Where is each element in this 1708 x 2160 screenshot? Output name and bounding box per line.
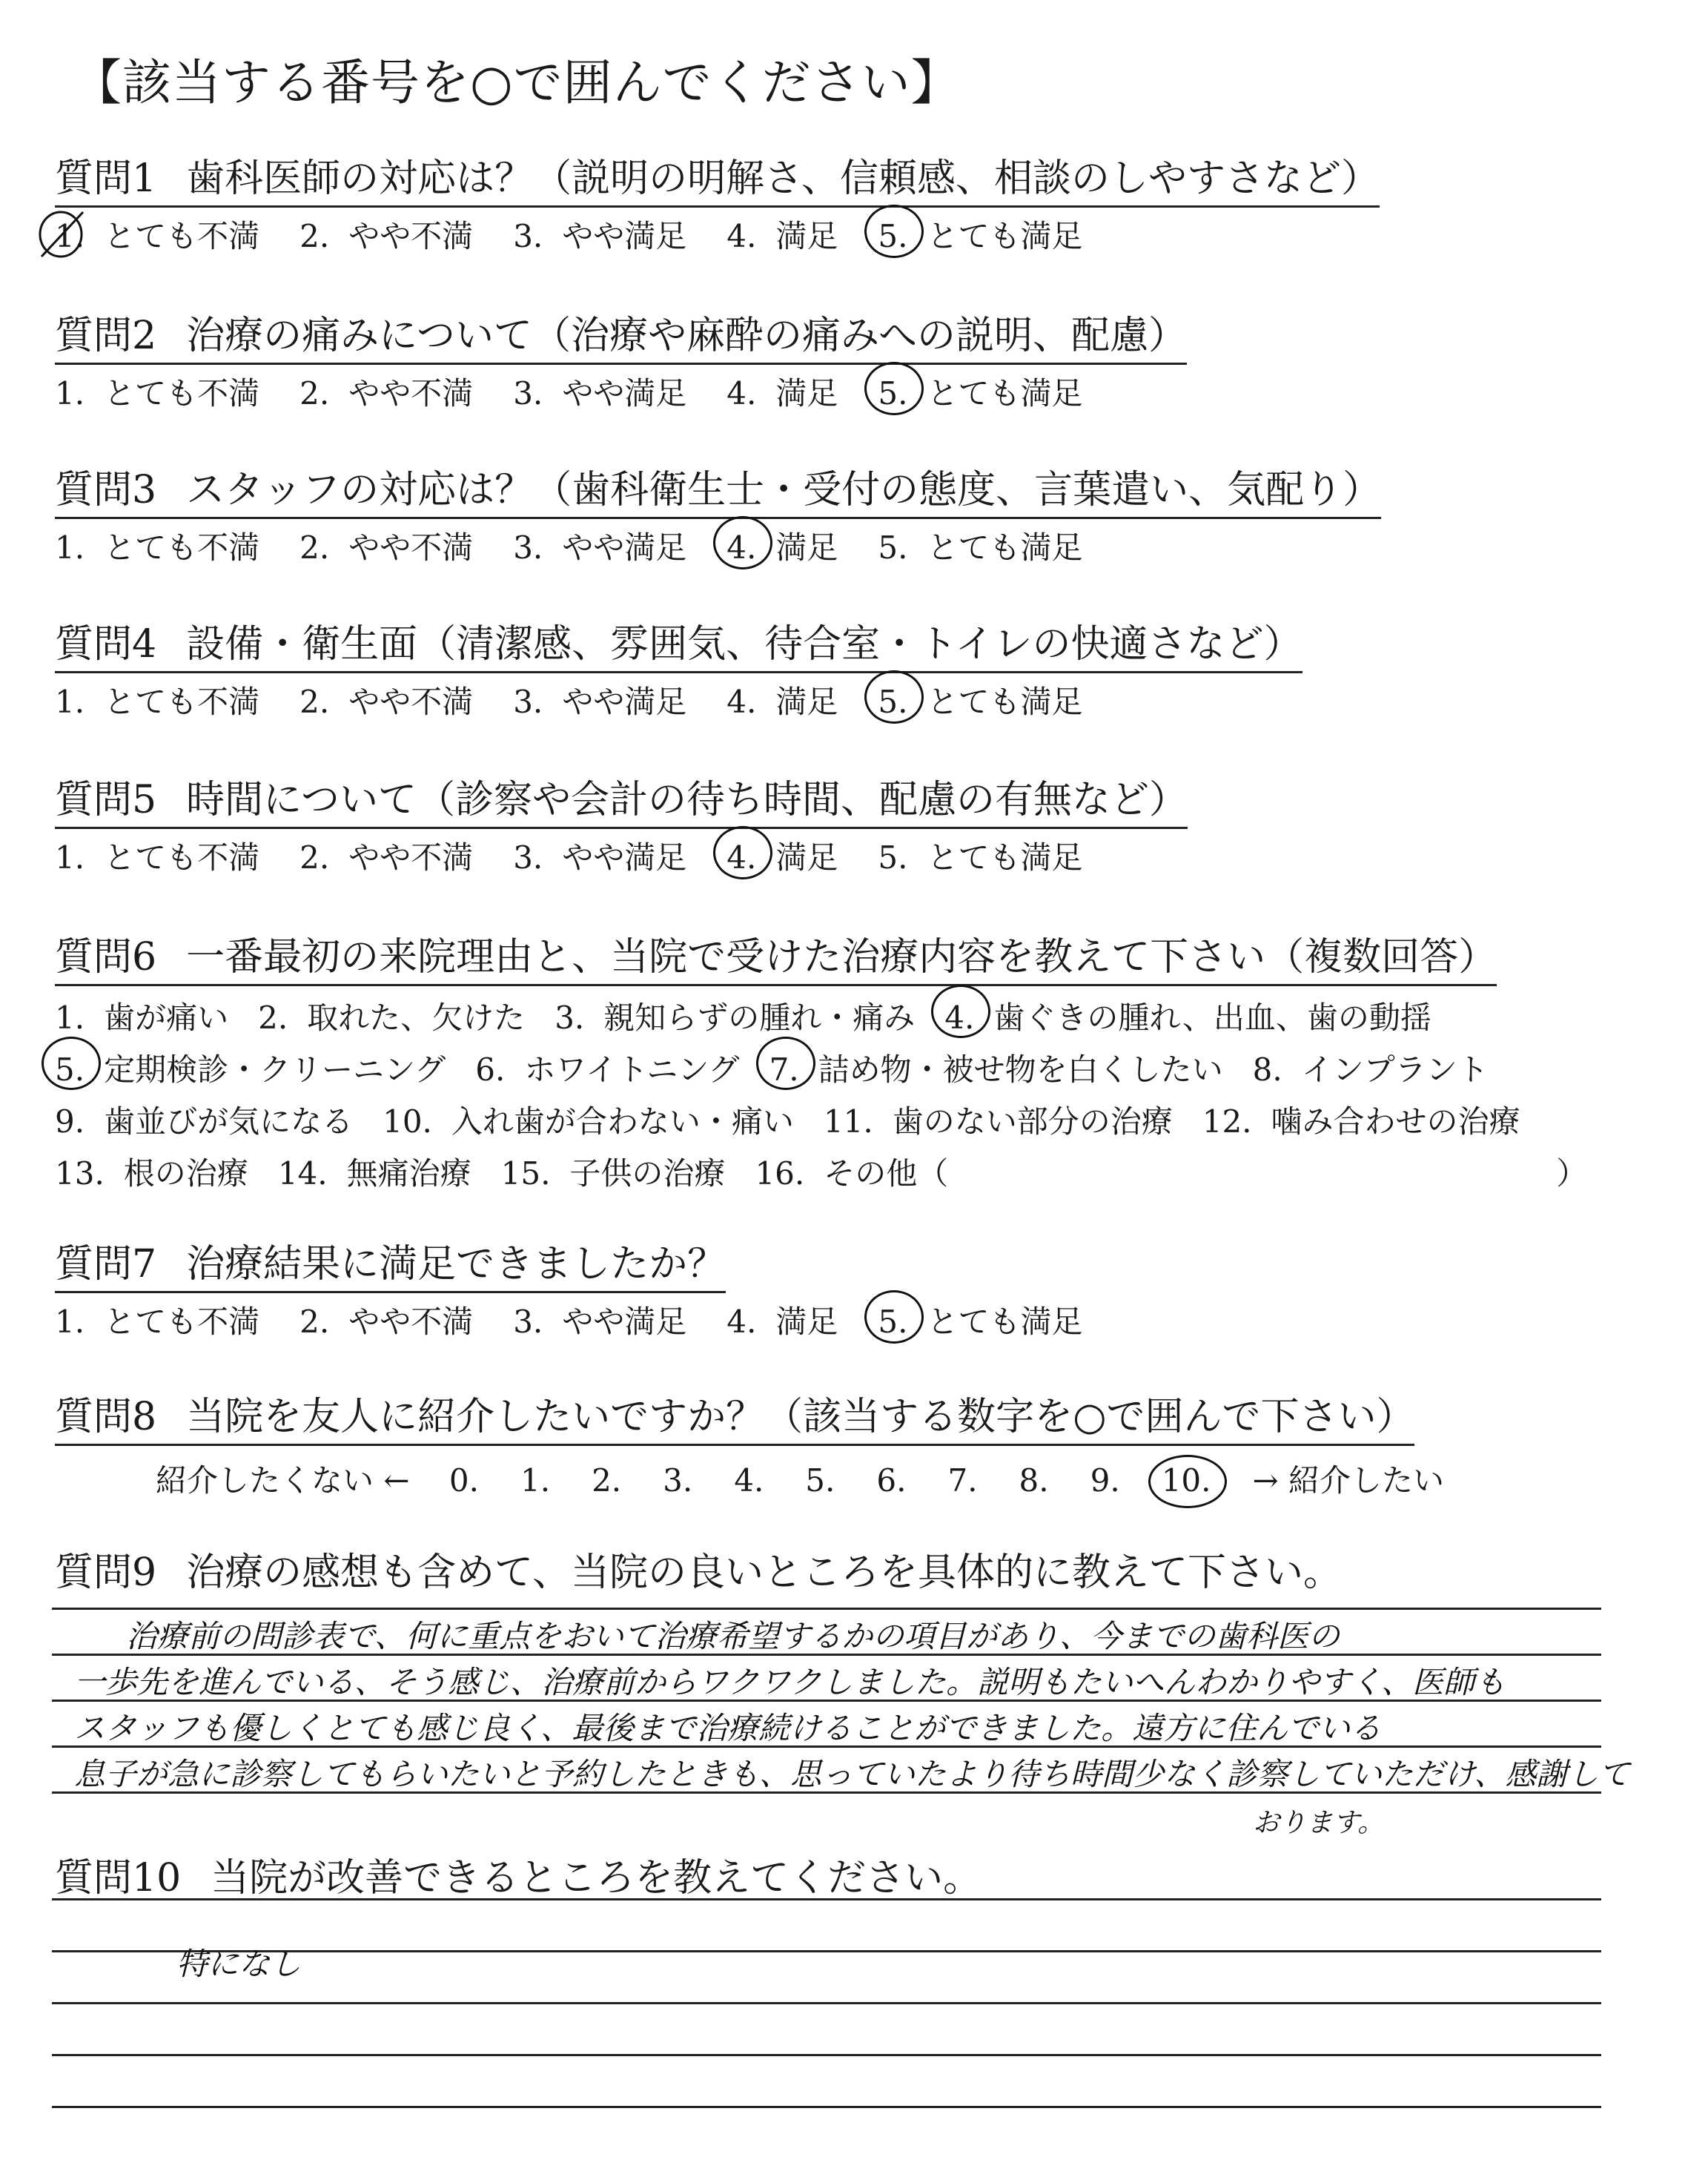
option-number: 3. (513, 375, 543, 412)
option-item[interactable] (878, 369, 1082, 414)
option-label: 定期検診・クリーニング (104, 1051, 446, 1088)
question-options (55, 524, 1381, 568)
option-item[interactable] (278, 1148, 471, 1200)
option-item[interactable] (299, 212, 473, 257)
option-number: 4. (944, 1000, 975, 1036)
option-item[interactable] (55, 1148, 248, 1200)
option-label: 入れ歯が合わない・痛い (451, 1103, 794, 1140)
option-number: 2. (299, 684, 330, 720)
ruled-line (52, 1898, 1601, 1900)
options-row (55, 1148, 1587, 1200)
option-item[interactable] (55, 1298, 259, 1342)
option-label: とても満足 (927, 684, 1083, 720)
option-label: やや不満 (348, 529, 474, 566)
recommend-scale (156, 1456, 1474, 1501)
option-label: やや満足 (562, 218, 687, 254)
question-heading (55, 612, 1302, 673)
option-number: 4. (726, 218, 757, 254)
option-number: 11. (823, 1103, 873, 1140)
handwritten-line: 治療前の問診表で、何に重点をおいて治療希望するかの項目があり、今までの歯科医の (126, 1618, 1340, 1654)
option-label: 満足 (775, 1304, 838, 1340)
option-label: その他（ (824, 1155, 949, 1192)
option-item[interactable] (944, 992, 1431, 1044)
option-item[interactable] (878, 833, 1082, 878)
q10-answer-area (52, 1898, 1601, 2150)
option-item[interactable] (299, 678, 473, 722)
option-item[interactable] (55, 833, 259, 878)
option-label: 根の治療 (123, 1155, 248, 1192)
form-title: 【該当する番号を○で囲んでください】 (73, 54, 961, 111)
question-5 (55, 768, 1188, 878)
option-item[interactable] (726, 1298, 838, 1342)
question-7-heading (55, 1232, 726, 1293)
option-label: とても満足 (927, 529, 1083, 566)
question-4 (55, 612, 1302, 722)
ruled-line (52, 2106, 1601, 2108)
option-item[interactable] (513, 678, 686, 722)
option-number: 1. (55, 684, 85, 720)
option-label: インプラント (1301, 1051, 1489, 1088)
question-text: 治療の痛みについて（治療や麻酔の痛みへの説明、配慮） (186, 314, 1188, 358)
option-label: やや満足 (562, 529, 687, 566)
option-label: やや満足 (562, 1304, 687, 1340)
option-label: 子供の治療 (569, 1155, 726, 1192)
scale-value[interactable]: 9. (1090, 1462, 1120, 1499)
option-item[interactable] (878, 1298, 1082, 1342)
option-label: やや不満 (348, 218, 474, 254)
option-item[interactable] (1253, 1044, 1489, 1096)
option-number: 5. (878, 529, 908, 566)
option-label: とても不満 (104, 375, 260, 412)
option-item[interactable] (726, 369, 838, 414)
option-item[interactable] (726, 678, 838, 722)
option-label: とても不満 (104, 218, 260, 254)
scale-value[interactable]: 6. (876, 1462, 907, 1499)
option-label: とても不満 (104, 529, 260, 566)
strike-mark (37, 208, 96, 260)
scale-value[interactable]: 4. (734, 1462, 764, 1499)
q9-answer-area (52, 1608, 1630, 1838)
scale-value[interactable]: 0. (448, 1462, 479, 1499)
option-number: 3. (513, 839, 543, 876)
option-item[interactable] (513, 524, 686, 568)
option-label: やや不満 (348, 1304, 474, 1340)
scale-right-label: → 紹介したい (1252, 1462, 1445, 1499)
selected-circle (1148, 1455, 1227, 1508)
question-text: 当院が改善できるところを教えてください。 (211, 1856, 982, 1900)
handwritten-line: 一歩先を進んでいる、そう感じ、治療前からワクワクしました。説明もたいへんわかりやすく、医師も (74, 1664, 1506, 1700)
question-7-options (55, 1298, 1122, 1342)
option-item[interactable] (55, 212, 259, 257)
question-text: 一番最初の来院理由と、当院で受けた治療内容を教えて下さい（複数回答） (186, 935, 1497, 980)
option-item[interactable] (726, 833, 838, 878)
option-number: 3. (555, 1000, 585, 1036)
option-label: 噛み合わせの治療 (1271, 1103, 1520, 1140)
option-number: 13. (55, 1155, 105, 1192)
ruled-line (52, 2054, 1601, 2056)
option-label: 満足 (775, 839, 838, 876)
question-1 (55, 147, 1380, 257)
option-number: 8. (1252, 1051, 1282, 1088)
option-item[interactable] (299, 369, 473, 414)
option-label: ホワイトニング (524, 1051, 740, 1088)
option-label: とても不満 (104, 839, 260, 876)
question-9-heading (55, 1541, 1342, 1596)
option-number: 2. (299, 1304, 330, 1340)
question-7 (55, 1232, 1122, 1342)
option-number: 1. (55, 375, 85, 412)
option-item[interactable] (383, 1096, 794, 1148)
option-item[interactable] (726, 212, 838, 257)
option-number: 2. (258, 1000, 288, 1036)
question-6-options (55, 992, 1587, 1200)
question-text: スタッフの対応は？（歯科衛生士・受付の態度、言葉遣い、気配り） (186, 468, 1382, 512)
option-item[interactable] (55, 678, 259, 722)
option-item[interactable] (824, 1096, 1173, 1148)
question-number: 質問9 (55, 1550, 157, 1595)
option-item[interactable] (55, 524, 259, 568)
question-heading (55, 147, 1380, 208)
option-label: とても不満 (104, 1304, 260, 1340)
question-2 (55, 304, 1187, 414)
option-item[interactable] (513, 212, 686, 257)
option-label: とても満足 (927, 839, 1083, 876)
options-row (55, 1044, 1587, 1096)
option-label: やや不満 (348, 684, 474, 720)
option-number: 3. (513, 1304, 543, 1340)
scale-value[interactable]: 1. (520, 1462, 551, 1499)
option-label: 満足 (775, 684, 838, 720)
option-item[interactable] (513, 1298, 686, 1342)
option-number: 4. (726, 529, 757, 566)
selected-circle (713, 516, 772, 569)
option-number: 6. (475, 1051, 506, 1088)
ruled-line (52, 1608, 1601, 1610)
option-item[interactable] (55, 992, 228, 1044)
option-number: 1. (55, 839, 85, 876)
option-number: 2. (299, 375, 330, 412)
option-number: 2. (299, 839, 330, 876)
option-item[interactable] (475, 1044, 739, 1096)
selected-circle (864, 205, 924, 258)
option-label: 親知らずの腫れ・痛み (603, 1000, 916, 1036)
question-number: 質問7 (55, 1242, 157, 1287)
option-label: 詰め物・被せ物を白くしたい (818, 1051, 1223, 1088)
option-label: 歯が痛い (104, 1000, 229, 1036)
question-options (55, 369, 1187, 414)
option-number: 2. (299, 529, 330, 566)
option-number: 15. (500, 1155, 551, 1192)
question-number: 質問6 (55, 935, 157, 980)
option-number: 16. (755, 1155, 805, 1192)
question-text: 治療の感想も含めて、当院の良いところを具体的に教えて下さい。 (186, 1550, 1343, 1595)
option-number: 5. (878, 684, 908, 720)
option-label: 取れた、欠けた (307, 1000, 526, 1036)
scale-value[interactable]: 3. (663, 1462, 693, 1499)
scale-value[interactable]: 2. (592, 1462, 622, 1499)
question-heading (55, 458, 1381, 519)
question-number: 質問8 (55, 1395, 157, 1439)
selected-circle (931, 985, 990, 1038)
question-6-heading (55, 925, 1497, 986)
option-label: やや満足 (562, 684, 687, 720)
option-number: 12. (1202, 1103, 1252, 1140)
selected-circle (713, 826, 772, 879)
option-item[interactable] (726, 524, 838, 568)
question-8-heading (55, 1385, 1414, 1446)
option-item[interactable] (501, 1148, 726, 1200)
option-label: 歯のない部分の治療 (892, 1103, 1173, 1140)
handwritten-line: 息子が急に診察してもらいたいと予約したときも、思っていたより待ち時間少なく診察していただけ、感謝して (74, 1756, 1630, 1792)
question-6 (55, 925, 1587, 1200)
option-number: 5. (878, 375, 908, 412)
question-10-heading (55, 1846, 982, 1902)
scale-left-label: 紹介したくない ← (156, 1462, 410, 1499)
option-number: 4. (726, 839, 757, 876)
option-label: やや満足 (562, 839, 687, 876)
option-label: 歯並びが気になる (104, 1103, 354, 1140)
option-label: 満足 (775, 529, 838, 566)
option-item[interactable] (555, 992, 915, 1044)
option-item[interactable] (513, 369, 686, 414)
question-heading (55, 304, 1187, 365)
question-number: 質問3 (55, 468, 157, 512)
option-item[interactable] (55, 1044, 446, 1096)
option-label: とても満足 (927, 218, 1083, 254)
option-item[interactable] (878, 212, 1082, 257)
option-number: 1. (55, 529, 85, 566)
option-number: 3. (513, 218, 543, 254)
question-10 (55, 1846, 982, 1902)
scale-value[interactable]: 7. (947, 1462, 978, 1499)
option-label: やや満足 (562, 375, 687, 412)
question-number: 質問5 (55, 778, 157, 822)
option-number: 5. (878, 218, 908, 254)
question-number: 質問10 (55, 1856, 182, 1900)
option-label: とても満足 (927, 1304, 1083, 1340)
option-item[interactable] (755, 1148, 948, 1200)
question-options (55, 833, 1188, 878)
selected-circle (42, 1037, 101, 1090)
question-3 (55, 458, 1381, 568)
question-options (55, 678, 1302, 722)
option-number: 14. (277, 1155, 328, 1192)
scale-value[interactable]: 8. (1019, 1462, 1049, 1499)
question-text: 治療結果に満足できましたか？ (186, 1242, 726, 1287)
option-number: 5. (878, 1304, 908, 1340)
selected-circle (864, 362, 924, 415)
option-item[interactable] (55, 1096, 353, 1148)
option-number: 10. (383, 1103, 432, 1140)
option-number: 4. (726, 684, 757, 720)
question-options (55, 212, 1380, 257)
option-label: とても不満 (104, 684, 260, 720)
option-label: 歯ぐきの腫れ、出血、歯の動揺 (993, 1000, 1431, 1036)
option-number: 1. (55, 218, 85, 254)
option-item[interactable] (1202, 1096, 1520, 1148)
option-label: 無痛治療 (346, 1155, 471, 1192)
option-number: 3. (513, 529, 543, 566)
question-8 (55, 1385, 1474, 1501)
selected-circle (756, 1037, 815, 1090)
question-number: 質問2 (55, 314, 157, 358)
option-number: 5. (55, 1051, 85, 1088)
option-number: 4. (726, 375, 757, 412)
option-item[interactable] (769, 1044, 1223, 1096)
option-item[interactable] (513, 833, 686, 878)
option-item[interactable] (878, 678, 1082, 722)
question-heading (55, 768, 1188, 829)
option-label: やや不満 (348, 375, 474, 412)
option-number: 5. (878, 839, 908, 876)
handwritten-answer: 特になし (176, 1946, 302, 1982)
question-9 (55, 1541, 1342, 1596)
option-label: とても満足 (927, 375, 1083, 412)
question-text: 当院を友人に紹介したいですか？（該当する数字を○で囲んで下さい） (186, 1395, 1415, 1439)
option-number: 2. (299, 218, 330, 254)
option-label: やや不満 (348, 839, 474, 876)
question-number: 質問4 (55, 622, 157, 667)
question-text: 時間について（診察や会計の待ち時間、配慮の有無など） (186, 778, 1188, 822)
selected-circle (864, 1290, 924, 1344)
option-number: 1. (55, 1000, 85, 1036)
option-number: 1. (55, 1304, 85, 1340)
question-text: 歯科医師の対応は？（説明の明解さ、信頼感、相談のしやすさなど） (186, 156, 1380, 201)
ruled-line (52, 2002, 1601, 2004)
handwritten-line: おります。 (1253, 1808, 1385, 1838)
option-label: 満足 (775, 375, 838, 412)
option-item[interactable] (299, 833, 473, 878)
option-item[interactable] (258, 992, 525, 1044)
option-number: 4. (726, 1304, 757, 1340)
option-item[interactable] (299, 524, 473, 568)
scale-value[interactable]: 10. (1162, 1462, 1211, 1499)
options-row (55, 1096, 1587, 1148)
option-number: 7. (769, 1051, 799, 1088)
scale-value[interactable]: 5. (805, 1462, 835, 1499)
options-row (55, 992, 1587, 1044)
option-item[interactable] (299, 1298, 473, 1342)
option-item[interactable] (878, 524, 1082, 568)
option-number: 9. (55, 1103, 85, 1140)
option-number: 3. (513, 684, 543, 720)
handwritten-line: スタッフも優しくとても感じ良く、最後まで治療続けることができました。遠方に住んでいる (74, 1710, 1382, 1746)
option-label: 満足 (775, 218, 838, 254)
question-text: 設備・衛生面（清潔感、雰囲気、待合室・トイレの快適さなど） (186, 622, 1302, 667)
option-item[interactable] (55, 369, 259, 414)
other-close-paren: ） (1556, 1155, 1588, 1192)
selected-circle (864, 670, 924, 724)
question-number: 質問1 (55, 156, 157, 201)
